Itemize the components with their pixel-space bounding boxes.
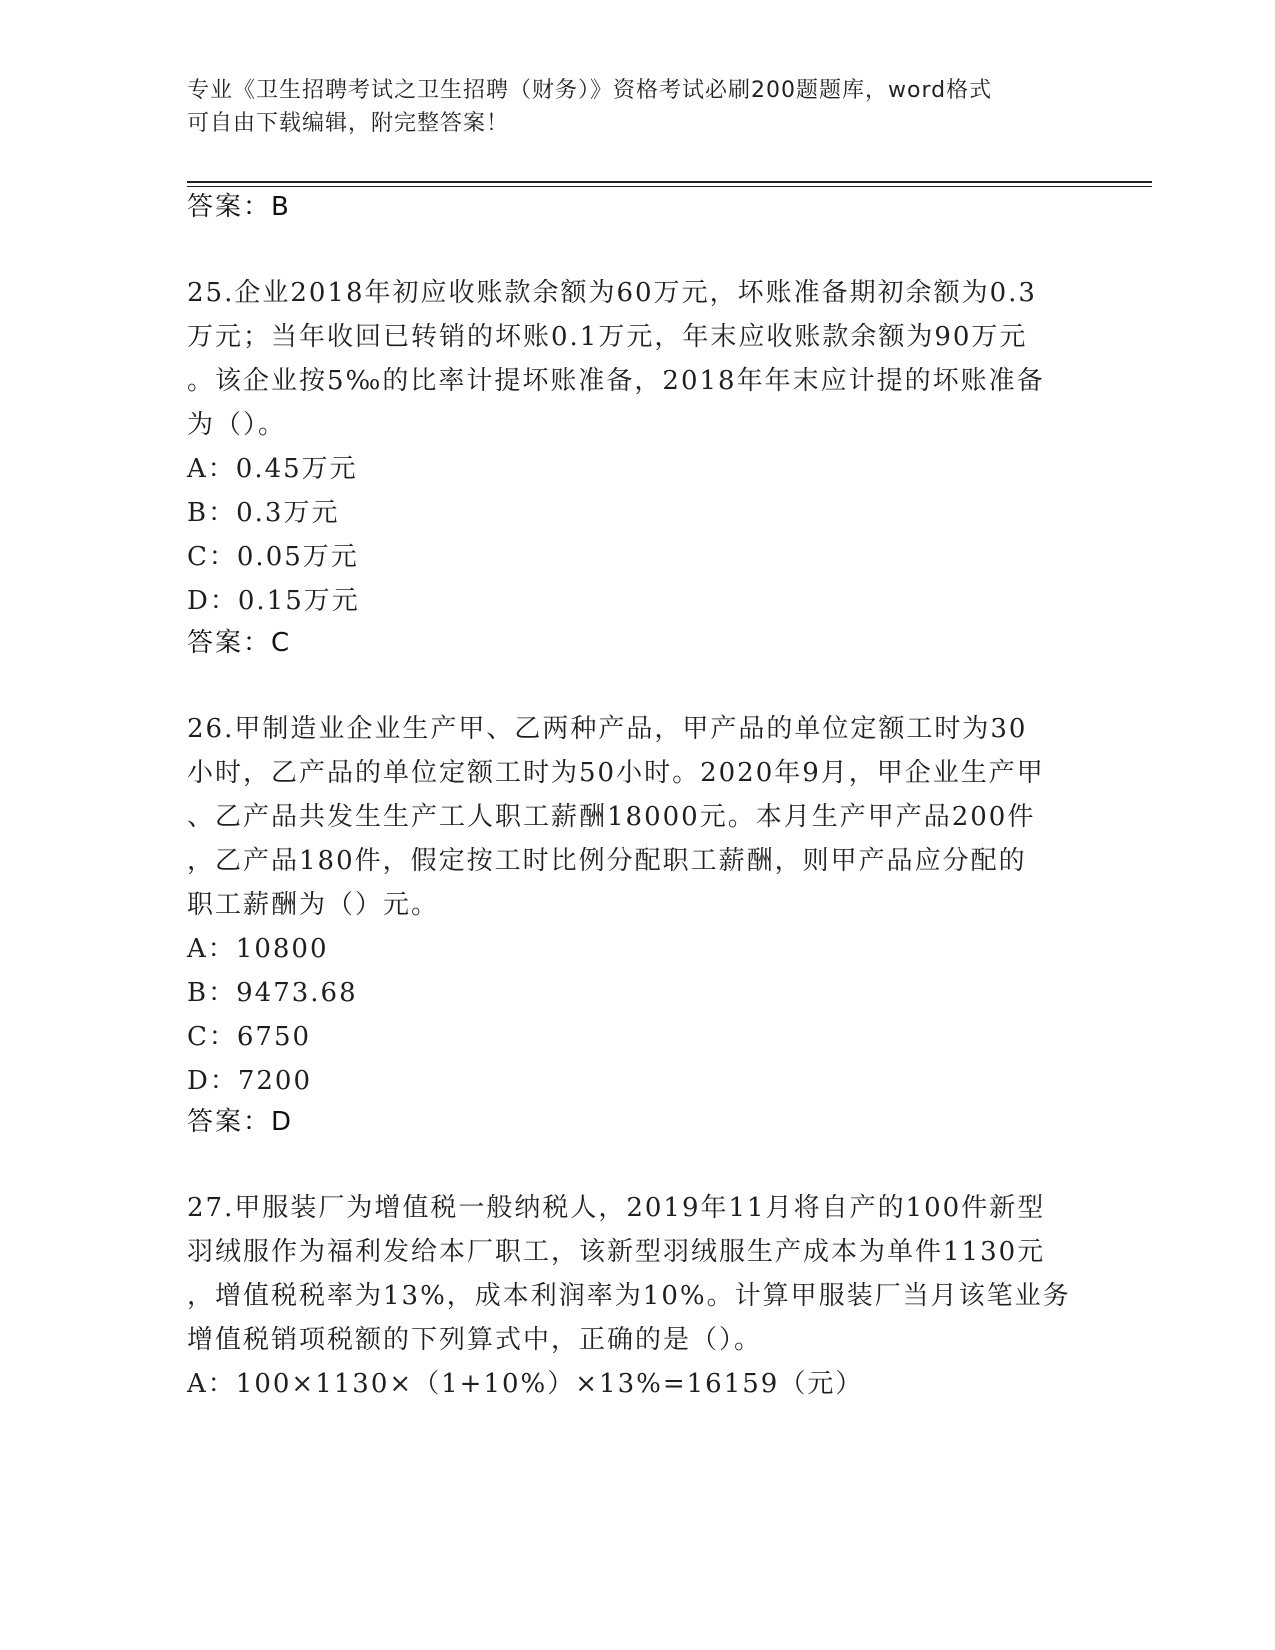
question-25-line: 为（）。 (187, 410, 287, 440)
question-26-line: 职工薪酬为（）元。 (187, 890, 440, 920)
question-27-line: 27.甲服装厂为增值税一般纳税人，2019年11月将自产的100件新型 (187, 1193, 1046, 1223)
option-a: A：100×1130×（1+10%）×13%=16159（元） (187, 1369, 864, 1399)
page-header (187, 74, 1067, 140)
header-line-1: 专业《卫生招聘考试之卫生招聘（财务）》资格考试必刷200题题库，word格式 (187, 78, 993, 103)
answer-previous: 答案：B (187, 192, 291, 222)
question-27-line: 羽绒服作为福利发给本厂职工，该新型羽绒服生产成本为单件1130元 (187, 1237, 1046, 1267)
option-b: B：9473.68 (187, 978, 358, 1008)
option-c: C：0.05万元 (187, 542, 359, 572)
header-divider-thick (187, 181, 1152, 183)
question-25-line: 万元；当年收回已转销的坏账0.1万元，年末应收账款余额为90万元 (187, 322, 1028, 352)
question-25-line: 。该企业按5‰的比率计提坏账准备，2018年年末应计提的坏账准备 (187, 366, 1045, 396)
question-27-line: ，增值税税率为13%，成本利润率为10%。计算甲服装厂当月该笔业务 (187, 1281, 1071, 1311)
question-26-line: 26.甲制造业企业生产甲、乙两种产品，甲产品的单位定额工时为30 (187, 714, 1028, 744)
question-25-line: 25.企业2018年初应收账款余额为60万元，坏账准备期初余额为0.3 (187, 278, 1037, 308)
option-a: A：10800 (187, 934, 329, 964)
header-line-2: 可自由下载编辑，附完整答案！ (187, 111, 510, 136)
option-d: D：7200 (187, 1066, 313, 1096)
answer-26: 答案：D (187, 1107, 294, 1137)
option-a: A：0.45万元 (187, 454, 358, 484)
answer-25: 答案：C (187, 628, 292, 658)
question-26-line: 小时，乙产品的单位定额工时为50小时。2020年9月，甲企业生产甲 (187, 758, 1045, 788)
option-c: C：6750 (187, 1022, 312, 1052)
question-27-line: 增值税销项税额的下列算式中，正确的是（）。 (187, 1325, 763, 1355)
question-26-line: ，乙产品180件，假定按工时比例分配职工薪酬，则甲产品应分配的 (187, 846, 1027, 876)
option-d: D：0.15万元 (187, 586, 360, 616)
question-26-line: 、乙产品共发生生产工人职工薪酬18000元。本月生产甲产品200件 (187, 802, 1036, 832)
header-divider-thin (187, 186, 1152, 187)
option-b: B：0.3万元 (187, 498, 340, 528)
